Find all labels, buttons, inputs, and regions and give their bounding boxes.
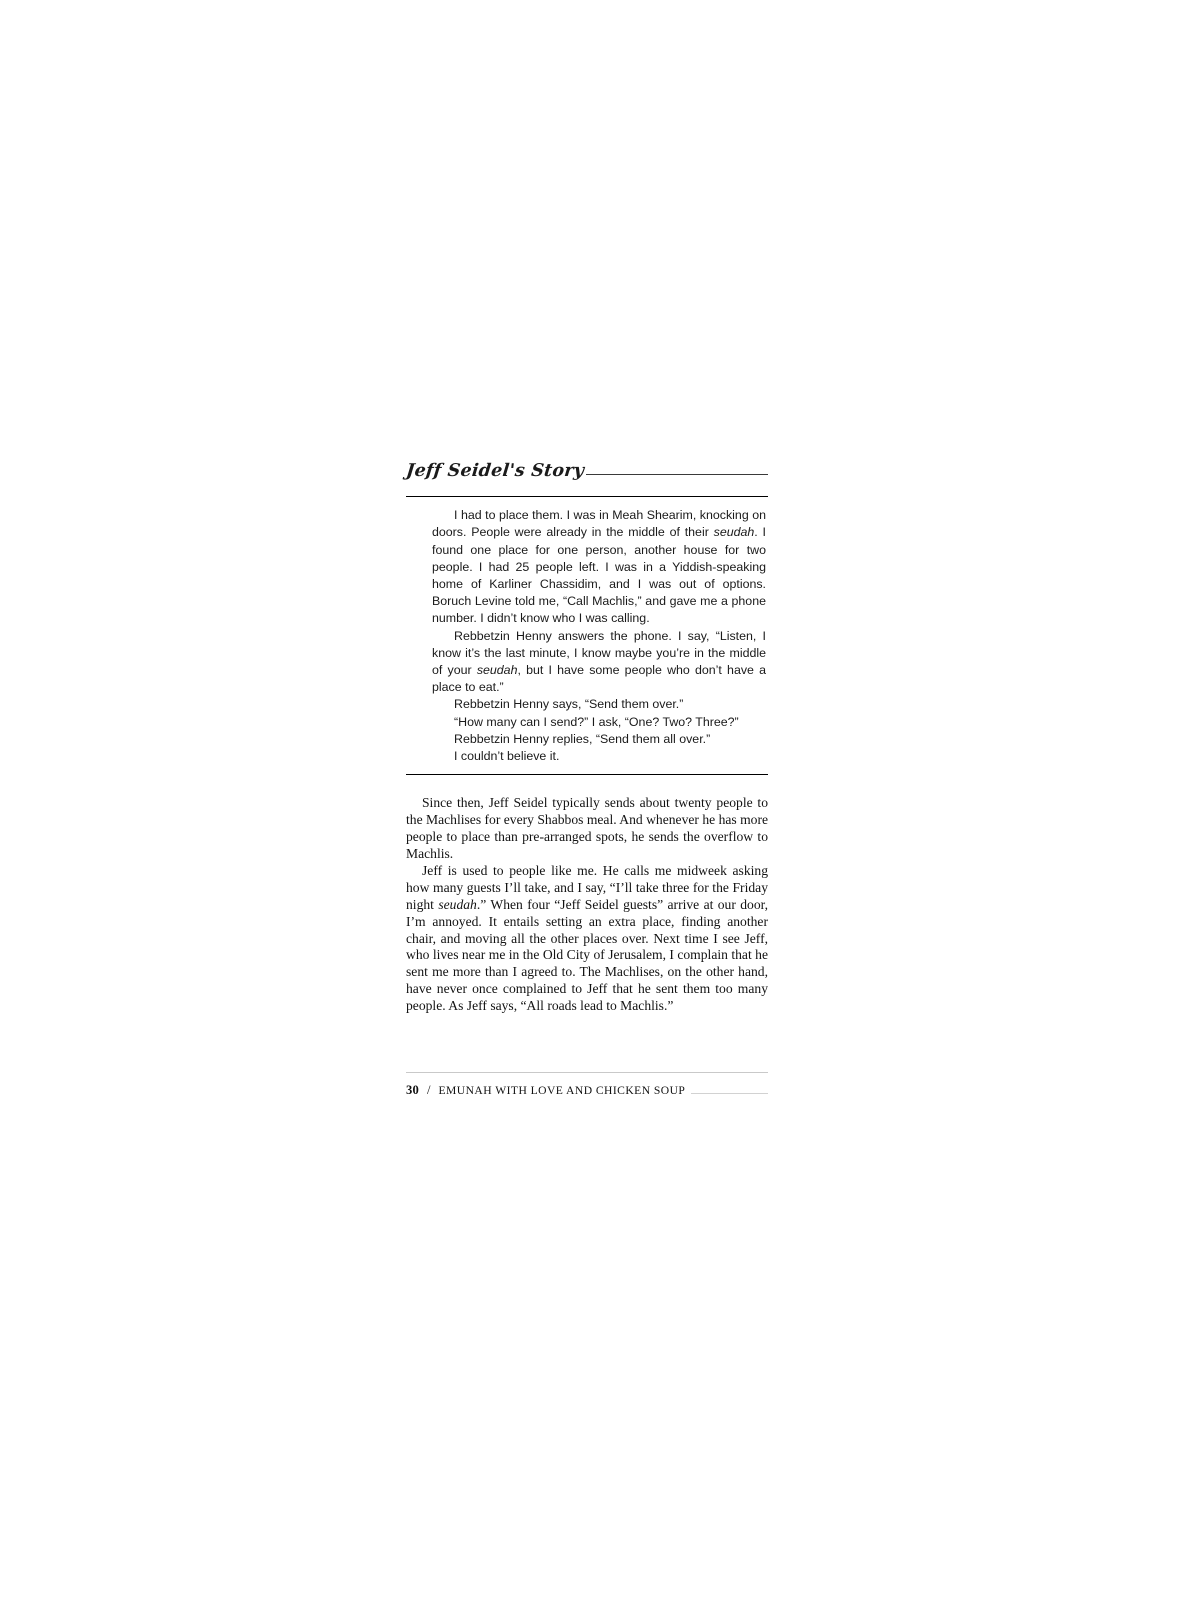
body-text-2: Jeff is used to people like me. He calls me midweek asking how many guests I’ll take, and I say, “I’ll take three for the Friday night seudah.” When four “Jeff Seidel guests” arrive at our door, I’m annoyed. It entails setting an extra place, finding another chair, and moving all the other places over. Next time I see Jeff, who lives near me in the Old City of Jerusalem, I complain that he sent me more than I agreed to. The Machlises, on the other hand, have never once complained to Jeff that he sent them too many people. As Jeff says, “All roads lead to Machlis.” <box>406 862 769 1014</box>
page-number: 30 <box>406 1083 419 1097</box>
text-column <box>406 462 768 1015</box>
extract-paragraph-5 <box>406 731 768 748</box>
extract-block <box>406 496 768 775</box>
extract-text-1: I had to place them. I was in Meah Shearim, knocking on doors. People were already in the middle of their seudah. I found one place for one person, another house for two people. I had 25 people left. I was in a Yiddish-speaking home of Karliner Chassidim, and I was out of options. Boruch Levine told me, “Call Machlis,” and gave me a phone number. I didn’t know who I was calling. <box>432 508 766 626</box>
body-paragraph-1 <box>406 795 768 863</box>
running-head <box>406 462 768 482</box>
body-paragraph-2 <box>406 863 768 1015</box>
folio-separator: / <box>427 1083 431 1097</box>
extract-paragraph-6 <box>406 748 768 765</box>
running-foot-title: EMUNAH WITH LOVE AND CHICKEN SOUP <box>438 1084 686 1097</box>
body-text-1: Since then, Jeff Seidel typically sends about twenty people to the Machlises for every Shabbos meal. And whenever he has more people to place than pre-arranged spots, he sends the overflow to Machlis. <box>406 795 769 862</box>
footer-line <box>406 1083 768 1098</box>
footer-rule <box>406 1072 768 1073</box>
extract-text-2: Rebbetzin Henny answers the phone. I say, “Listen, I know it’s the last minute, I know maybe you’re in the middle of your seudah, but I have some people who don’t have a place to eat.” <box>432 628 766 695</box>
extract-text-3: Rebbetzin Henny says, “Send them over.” <box>454 697 684 712</box>
extract-text-6: I couldn’t believe it. <box>454 749 560 764</box>
footer-tail-rule <box>691 1093 768 1094</box>
running-head-rule <box>586 474 768 475</box>
extract-text-4: “How many can I send?” I ask, “One? Two? Three?” <box>454 714 739 729</box>
running-head-title: Jeff Seidel's Story <box>405 461 586 481</box>
page-footer <box>406 1072 768 1098</box>
body-block <box>406 795 768 1015</box>
extract-paragraph-1 <box>406 507 768 627</box>
extract-paragraph-3 <box>406 696 768 713</box>
extract-text-5: Rebbetzin Henny replies, “Send them all over.” <box>454 731 711 746</box>
extract-paragraph-4 <box>406 714 768 731</box>
extract-paragraph-2 <box>406 628 768 697</box>
